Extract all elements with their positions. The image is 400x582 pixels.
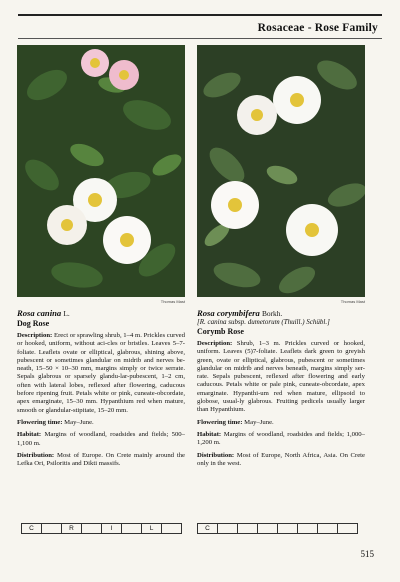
dist-cell <box>82 524 102 534</box>
author: L. <box>63 309 70 318</box>
description: Description: Shrub, 1–3 m. Prickles curved or hooked, uniform. Leaves (5)7-foliate. Leaflets dark green to greyish green, ovate or elliptical, glabrous, pubescent or sometimes glandular on midrib and nerves beneath, margins simply ser-rate. Sepals pubescent, reflexed after flowering and early caducous. Petals white or pale pink, cuneate-obcordate, apex emarginate. Hypanthi-um red when mature, ellipsoid to globose, usual-ly glabrous. Fruiting pedicels usually larger than Hypanthium. <box>197 340 365 414</box>
dist-cell: C <box>198 524 218 534</box>
latin-name: Rosa corymbifera Borkh. <box>197 308 283 318</box>
common-name: Corymb Rose <box>197 327 244 336</box>
flowering-time: Flowering time: May–June. <box>17 418 94 426</box>
header-rule <box>18 38 382 39</box>
synonym: [R. canina subsp. dumetorum (Thuill.) Schübl.] <box>197 318 330 326</box>
dist-cell <box>42 524 62 534</box>
dist-cell: I <box>102 524 122 534</box>
photo-credit: Thomas Mast <box>340 299 365 304</box>
dist-cell <box>162 524 182 534</box>
dist-cell <box>258 524 278 534</box>
dog-rose-photo-illustration <box>17 45 185 297</box>
header-bar <box>18 14 382 16</box>
corymb-rose-photo <box>197 45 365 297</box>
dist-cell <box>122 524 142 534</box>
corymb-rose-photo-illustration <box>197 45 365 297</box>
dist-cell <box>218 524 238 534</box>
dist-cell: C <box>22 524 42 534</box>
dist-cell: L <box>142 524 162 534</box>
family-header: Rosaceae - Rose Family <box>257 22 378 34</box>
latin-name: Rosa canina L. <box>17 308 70 318</box>
page-number: 515 <box>360 549 374 559</box>
dist-cell <box>238 524 258 534</box>
dist-cell <box>298 524 318 534</box>
dog-rose-photo <box>17 45 185 297</box>
right-species-column <box>197 45 365 468</box>
flowering-time: Flowering time: May–June. <box>197 418 274 426</box>
common-name: Dog Rose <box>17 319 50 328</box>
author: Borkh. <box>261 309 283 318</box>
dist-cell <box>318 524 338 534</box>
photo-credit: Thomas Mast <box>160 299 185 304</box>
description: Description: Erect or sprawling shrub, 1–4 m. Prickles curved or hooked, uniform, without aci-cles or bristles. Leaves 5–7-foliate. Leaflets ovate or elliptical, glabrous, shining above, pubescent or sometimes glandular on midrib and nerves be-neath, 15–50 × 10–30 mm, margins simply or twice serrate. Sepals glabrous or sparsely glandu-lar-pubescent, 1–2 cm, often with lateral lobes, reflexed after flowering, caducous before ripening fruit. Petals white or pink, cuneate-obcordate, apex emarginate, 15–30 mm. Hypanthium red when mature, smooth or glandular-stipitate, 15–20 mm. <box>17 332 185 414</box>
left-species-column <box>17 45 185 468</box>
distribution-table-left <box>21 523 182 534</box>
dist-cell <box>338 524 358 534</box>
distribution: Distribution: Most of Europe, North Africa, Asia. On Crete only in the west. <box>197 451 365 467</box>
habitat: Habitat: Margins of woodland, roadsides and fields; 1,000–1,200 m. <box>197 430 365 447</box>
distribution-table-right <box>197 523 358 534</box>
distribution: Distribution: Most of Europe. On Crete mainly around the Lefka Ori, Psiloritis and Dikti massifs. <box>17 451 186 468</box>
dist-cell <box>278 524 298 534</box>
habitat: Habitat: Margins of woodland, roadsides and fields; 500–1,100 m. <box>17 431 185 447</box>
dist-cell: R <box>62 524 82 534</box>
